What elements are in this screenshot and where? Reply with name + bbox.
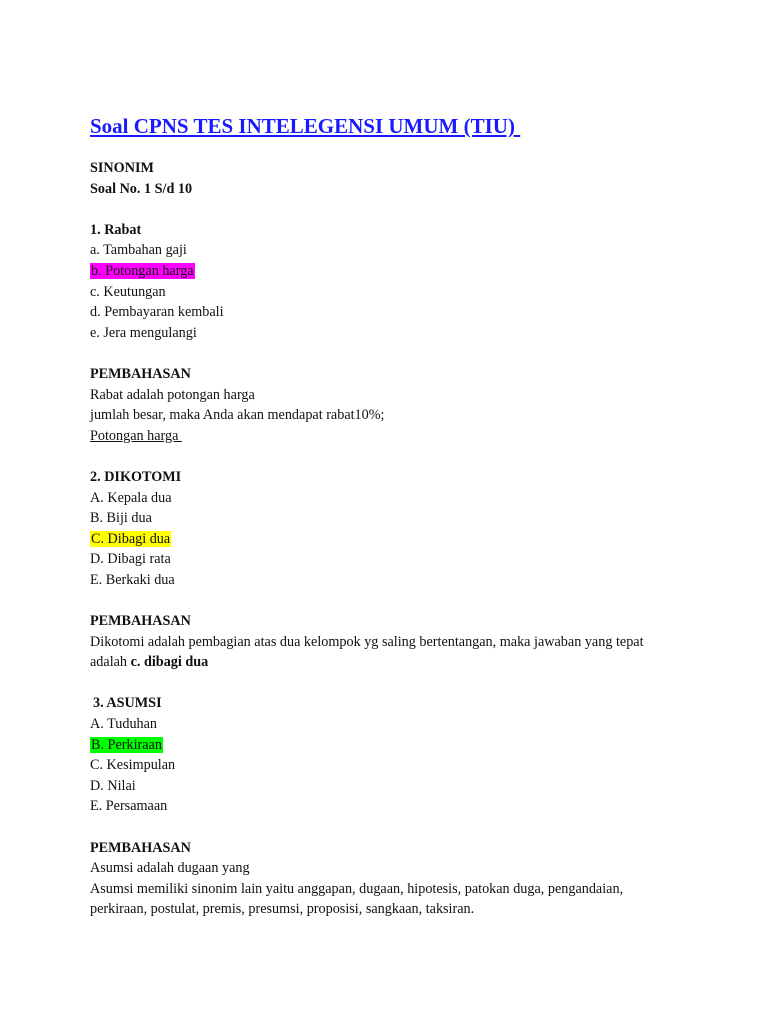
question-1-heading: 1. Rabat <box>90 221 142 238</box>
q3-option-e: E. Persamaan <box>90 798 168 815</box>
q3-discussion-label: PEMBAHASAN <box>90 839 191 856</box>
q2-discussion <box>90 632 660 673</box>
q1-discussion-line-2: jumlah besar, maka Anda akan mendapat rabat10%; <box>90 407 385 424</box>
q1-option-d: d. Pembayaran kembali <box>90 304 224 321</box>
q2-option-d: D. Dibagi rata <box>90 551 171 568</box>
question-range: Soal No. 1 S/d 10 <box>90 180 193 197</box>
document-page <box>90 112 710 920</box>
section-heading: SINONIM <box>90 160 154 176</box>
q2-option-a: A. Kepala dua <box>90 489 172 506</box>
q1-discussion-label: PEMBAHASAN <box>90 365 191 382</box>
q3-option-a: A. Tuduhan <box>90 716 158 733</box>
q3-discussion-line-2: Asumsi memiliki sinonim lain yaitu anggapan, dugaan, hipotesis, patokan duga, pengandaian, perkiraan, postulat, premis, presumsi, proposisi, sangkaan, taksiran. <box>90 880 624 918</box>
q2-answer-highlight: C. Dibagi dua <box>91 530 171 547</box>
q2-option-e: E. Berkaki dua <box>90 571 175 588</box>
q2-option-b: B. Biji dua <box>90 510 152 527</box>
q3-option-c: C. Kesimpulan <box>90 757 176 774</box>
q2-discussion-text: Dikotomi adalah pembagian atas dua kelompok yg saling bertentangan, maka jawaban yang tepat adalah <box>90 633 644 671</box>
q1-option-e: e. Jera mengulangi <box>90 324 197 341</box>
q2-discussion-answer: c. dibagi dua <box>130 654 209 671</box>
q1-answer-highlight: b. Potongan harga <box>91 262 194 279</box>
q1-option-c: c. Keutungan <box>90 283 166 300</box>
q1-option-a: a. Tambahan gaji <box>90 242 187 259</box>
q2-option-c <box>90 529 710 550</box>
q3-discussion-line-1: Asumsi adalah dugaan yang <box>90 860 250 877</box>
q3-answer-highlight: B. Perkiraan <box>91 736 162 753</box>
question-3-heading: 3. ASUMSI <box>93 695 162 712</box>
q3-option-d: D. Nilai <box>90 777 136 794</box>
q2-discussion-label: PEMBAHASAN <box>90 613 191 630</box>
document-title[interactable]: Soal CPNS TES INTELEGENSI UMUM (TIU) <box>90 114 521 138</box>
q3-option-b <box>90 735 710 756</box>
question-2-heading: 2. DIKOTOMI <box>90 468 182 485</box>
q1-answer-text: Potongan harga <box>90 427 182 444</box>
q1-discussion-line-1: Rabat adalah potongan harga <box>90 386 255 403</box>
q1-option-b <box>90 261 710 282</box>
